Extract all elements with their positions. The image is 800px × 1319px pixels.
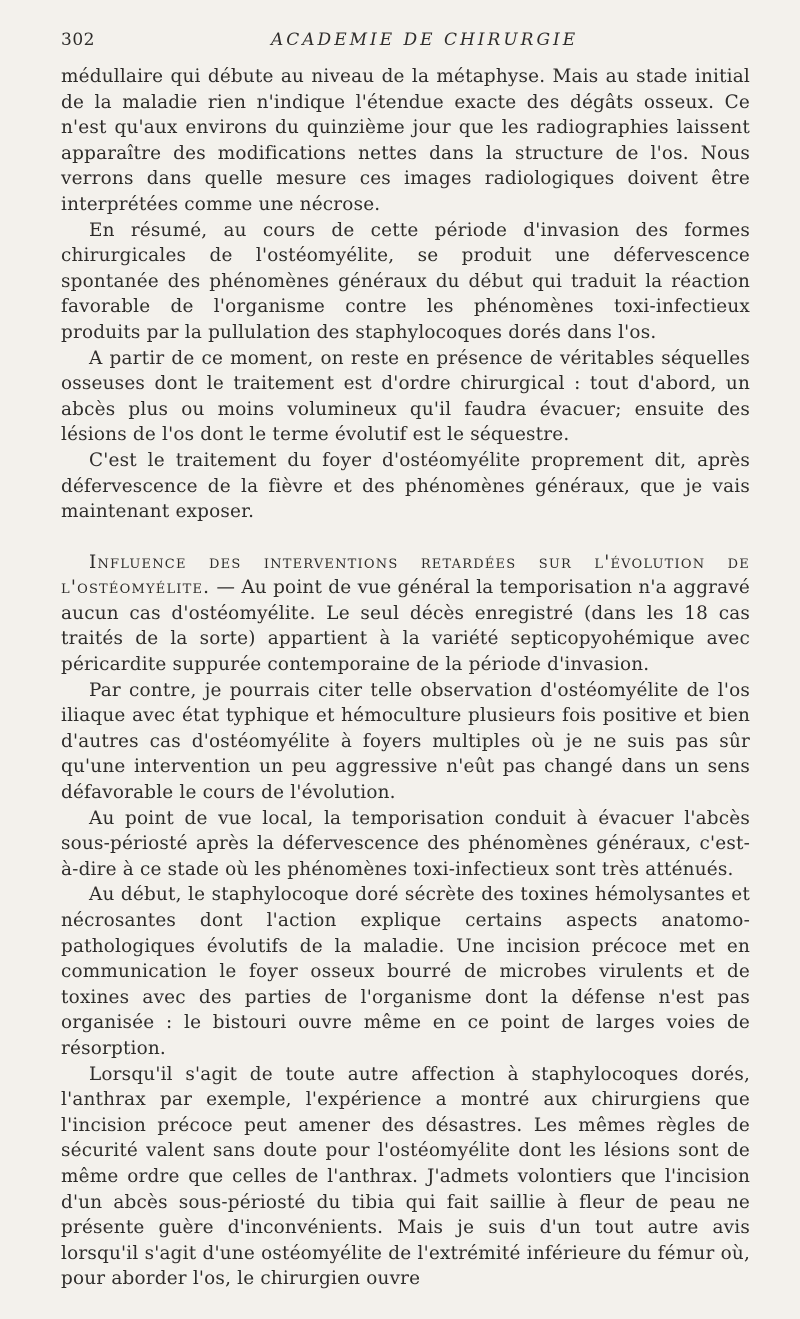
- paragraph: A partir de ce moment, on reste en présence de véritables séquelles osseuses dont le traitement est d'ordre chirurgical : tout d'abord, un abcès plus ou moins volumineux qu'il faudra évacuer; ensuite des lésions de l'os dont le terme évolutif est le séquestre.: [61, 347, 750, 446]
- section-first-text: Au point de vue général la temporisation n'a aggravé aucun cas d'ostéomyélite. Le seul décès enregistré (dans les 18 cas traités de la sorte) appartient à la variété septicopyohémique avec péricardite suppurée contemporaine de la période d'invasion.: [61, 577, 750, 676]
- running-title: ACADEMIE DE CHIRURGIE: [271, 30, 579, 50]
- paragraph: Au point de vue local, la temporisation conduit à évacuer l'abcès sous-périosté après la défervescence des phénomènes généraux, c'est-à-dire à ce stade où les phénomènes toxi-infectieux sont très atténués.: [61, 807, 750, 880]
- section-paragraph: [61, 550, 750, 678]
- section-heading: Influence des interventions retardées sur l'évolution de l'ostéomyélite.: [61, 551, 750, 599]
- page-header: [61, 30, 750, 64]
- paragraph: Lorsqu'il s'agit de toute autre affection à staphylocoques dorés, l'anthrax par exemple, l'expérience a montré aux chirurgiens que l'incision précoce peut amener des désastres. Les mêmes règles de sécurité valent sans doute pour l'ostéomyélite dont les lésions sont de même ordre que celles de l'anthrax. J'admets volontiers que l'incision d'un abcès sous-périosté du tibia qui fait saillie à fleur de peau ne présente guère d'inconvénients. Mais je suis d'un tout autre avis lorsqu'il s'agit d'une ostéomyélite de l'extrémité inférieure du fémur où, pour aborder l'os, le chirurgien ouvre: [61, 1063, 750, 1290]
- paragraph: C'est le traitement du foyer d'ostéomyélite proprement dit, après défervescence de la fièvre et des phénomènes généraux, que je vais maintenant exposer.: [61, 449, 750, 523]
- body-text: [61, 64, 750, 1292]
- paragraph: Au début, le staphylocoque doré sécrète des toxines hémolysantes et nécrosantes dont l'action explique certains aspects anatomo-pathologiques évolutifs de la maladie. Une incision précoce met en communication le foyer osseux bourré de microbes virulents et de toxines avec des parties de l'organisme dont la défense n'est pas organisée : le bistouri ouvre même en ce point de larges voies de résorption.: [61, 884, 750, 1059]
- paragraph: Par contre, je pourrais citer telle observation d'ostéomyélite de l'os iliaque avec état typhique et hémoculture plusieurs fois positive et bien d'autres cas d'ostéomyélite à foyers multiples où je ne suis pas sûr qu'une intervention un peu aggressive n'eût pas changé dans un sens défavorable le cours de l'évolution.: [61, 679, 750, 804]
- section-dash: —: [210, 577, 242, 599]
- paragraph-continued: médullaire qui débute au niveau de la métaphyse. Mais au stade initial de la maladie rien n'indique l'étendue exacte des dégâts osseux. Ce n'est qu'aux environs du quinzième jour que les radiographies laissent apparaître des modifications nettes dans la structure de l'os. Nous verrons dans quelle mesure ces images radiologiques doivent être interprétées comme une nécrose.: [61, 66, 750, 215]
- page-number: 302: [61, 30, 95, 50]
- paragraph: En résumé, au cours de cette période d'invasion des formes chirurgicales de l'ostéomyélite, se produit une défervescence spontanée des phénomènes généraux du début qui traduit la réaction favorable de l'organisme contre les phénomènes toxi-infectieux produits par la pullulation des staphylocoques dorés dans l'os.: [61, 219, 750, 343]
- section-spacer: [61, 525, 750, 550]
